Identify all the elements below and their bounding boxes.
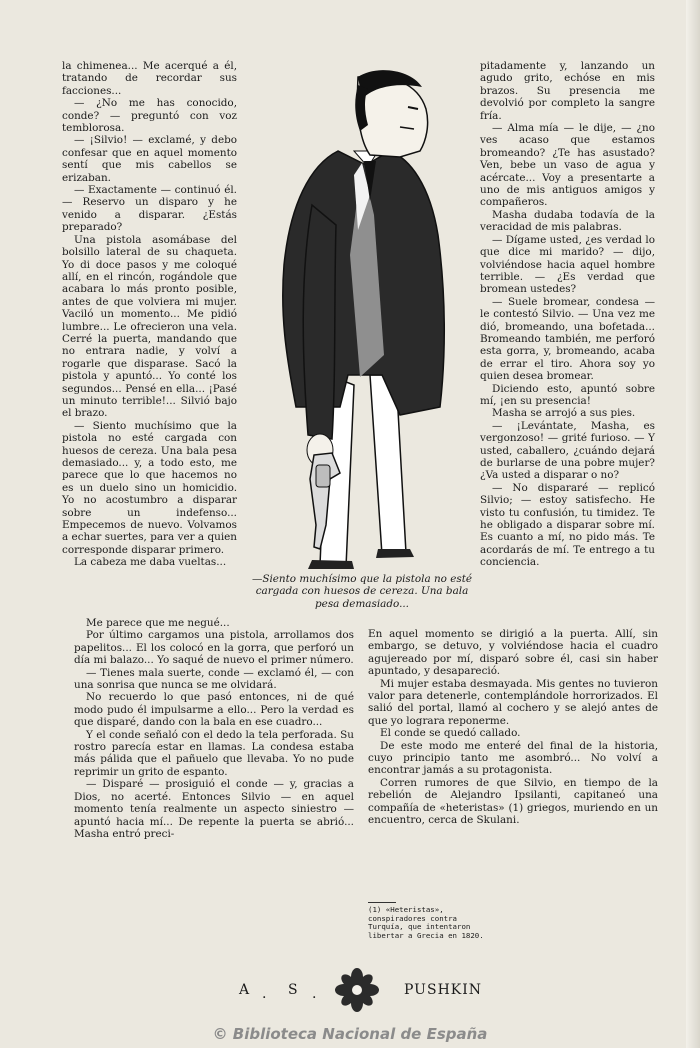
paragraph: Mi mujer estaba desmayada. Mis gentes no tuvieron valor para detenerle, contemplándole horrorizados. El salió del portal, llamó al cochero y se alejó antes de que yo lograra reponerme. [368,677,658,727]
paragraph: Masha se arrojó a sus pies. [492,407,636,420]
footnote: (1) «Heteristas», conspiradores contra Turquía, que intentaron libertar a Grecia en 1820. [368,905,484,940]
paragraph: Masha dudaba todavía de la veracidad de mis palabras. [480,208,655,234]
illustration-man-with-pistol [250,55,480,573]
paragraph: Me parece que me negué... [86,617,230,629]
footer-dot: . [312,986,317,1002]
paragraph: — Tienes mala suerte, conde — exclamó él, — con una sonrisa que nunca se me olvidará. [74,666,354,692]
paragraph: — Suele bromear, condesa — le contestó Silvio. — Una vez me dió, bromeando, una bofetada... Bromeando también, me perforó esta gorra, y, bromeando, acaba de errar el tiro. Ahora soy yo quien desea bromear. [480,295,655,383]
footer-dot: . [262,986,267,1002]
paragraph: El conde se quedó callado. [380,727,521,740]
footer-author: PUSHKIN [404,982,483,998]
page-edge [686,0,700,1048]
paragraph: — Disparé — prosiguió el conde — y, gracias a Dios, no acerté. Entonces Silvio — en aquel momento tenía realmente un aspecto siniestro — apuntó hacia mí... De repente la puerta se abrió... Masha entró preci- [74,778,354,840]
paragraph: Diciendo esto, apuntó sobre mí, ¡en su presencia! [480,382,655,407]
copyright-watermark: © Biblioteca Nacional de España [212,1025,488,1043]
flower-ornament-icon [331,968,383,1012]
right-column [480,60,655,569]
left-bottom-column [74,617,354,840]
paragraph: — Siento muchísimo que la pistola no esté cargada con huesos de cereza. Una bala pesa demasiado... y, a todo esto, me parece que lo que hacemos no es un duelo sino un homicidio. Yo no acostumbro a disparar sobre un indefenso... Empecemos de nuevo. Volvamos a echar suertes, para ver a quien corresponde disparar primero. [62,419,237,556]
paragraph: De este modo me enteré del final de la historia, cuyo principio tanto me asombró... No volví a encontrar jamás a su protagonista. [368,739,658,777]
paragraph: Una pistola asomábase del bolsillo lateral de su chaqueta. Yo di doce pasos y me coloqué allí, en el rincón, rogándole que acabara lo más pronto posible, antes de que volviera mi mujer. Vaciló un momento... Me pidió lumbre... Le ofrecieron una vela. Cerré la puerta, mandando que no entrara nadie, y volví a rogarle que disparase. Sacó la pistola y apuntó... Yo conté los segundos... Pensé en ella... ¡Pasé un minuto terrible!... Silvió bajo el brazo. [62,233,237,420]
paragraph: — Dígame usted, ¿es verdad lo que dice mi marido? — dijo, volviéndose hacia aquel hombre terrible. — ¿Es verdad que bromean ustedes? [480,233,655,296]
illustration-caption: —Siento muchísimo que la pistola no esté cargada con huesos de cereza. Una bala pesa demasiado... [251,573,473,610]
paragraph: En aquel momento se dirigió a la puerta. Allí, sin embargo, se detuvo, y volviéndose hacia el cuadro agujereado por mí, disparó sobre él, casi sin haber apuntado, y desapareció. [368,628,658,678]
page-footer [0,968,700,1012]
paragraph: — Alma mía — le dije, — ¿no ves acaso que estamos bromeando? ¿Te has asustado? Ven, bebe un vaso de agua y acércate... Voy a presentarte a uno de mis antiguos amigos y compañeros. [480,122,655,209]
paragraph: la chimenea... Me acerqué a él, tratando de recordar sus facciones... [62,60,237,97]
paragraph: — No dispararé — replicó Silvio; — estoy satisfecho. He visto tu confusión, tu timidez. Te he obligado a disparar sobre mí. Es cuanto a mí, no pido más. Te acordarás de mí. Te entrego a tu conciencia. [480,481,655,569]
paragraph: pitadamente y, lanzando un agudo grito, echóse en mis brazos. Su presencia me devolvió por completo la sangre fría. [480,60,655,122]
footnote-rule [368,902,396,903]
paragraph: Y el conde señaló con el dedo la tela perforada. Su rostro parecía estar en llamas. La condesa estaba más pálida que el pañuelo que llevaba. Yo no pude reprimir un grito de espanto. [74,728,354,778]
paragraph: — ¡Levántate, Masha, es vergonzoso! — grité furioso. — Y usted, caballero, ¿cuándo dejará de burlarse de una pobre mujer? ¿Va usted a disparar o no? [480,419,655,482]
paragraph: — ¡Silvio! — exclamé, y debo confesar que en aquel momento sentí que mis cabellos se erizaban. [62,134,237,184]
paragraph: Por último cargamos una pistola, arrollamos dos papelitos... El los colocó en la gorra, que perforó un día mi balazo... Yo saqué de nuevo el primer número. [74,629,354,667]
paragraph: Corren rumores de que Silvio, en tiempo de la rebelión de Alejandro Ipsilanti, capitaneó una compañía de «heteristas» (1) griegos, muriendo en un encuentro, cerca de Skulani. [368,776,658,827]
footer-initial-s: S [288,982,300,998]
footer-initial-a: A [239,982,252,998]
paragraph: La cabeza me daba vueltas... [74,556,227,569]
paragraph: — ¿No me has conocido, conde? — preguntó con voz temblorosa. [62,97,237,135]
paragraph: No recuerdo lo que pasó entonces, ni de qué modo pudo él impulsarme a ello... Pero la verdad es que disparé, dando con la bala en ese cuadro... [74,691,354,729]
paragraph: — Exactamente — continuó él. — Reservo un disparo y he venido a disparar. ¿Estás preparado? [62,184,237,234]
left-column [62,60,237,569]
right-bottom-column [368,628,658,827]
